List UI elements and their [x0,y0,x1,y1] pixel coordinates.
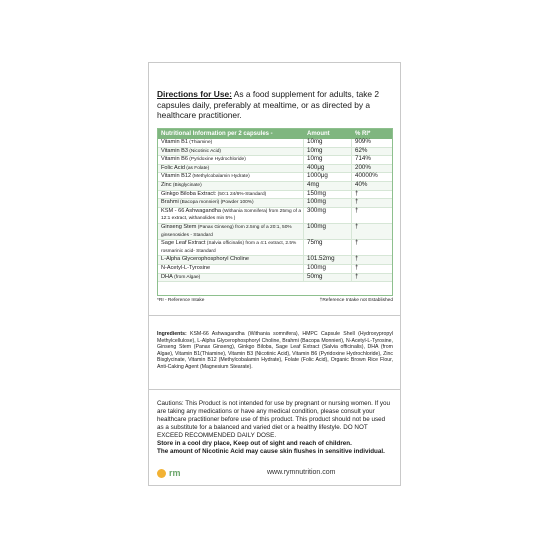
divider [149,315,400,316]
table-row [158,240,392,256]
supplement-label-panel [148,62,401,486]
nutrient-amount: 10mg [304,156,352,164]
storage-text: Store in a cool dry place, Keep out of sight and reach of children. [157,440,352,447]
nutrition-rows [158,139,392,282]
cautions-text: Cautions: This Product is not intended for use by pregnant or nursing women. If you are taking any medications or have any medical condition, please consult your healthcare practitioner before use of this product. This product should not be used as a substitute for a balanced and varied diet or a healthy lifestyle. DO NOT EXCEED RECOMMENDED DAILY DOSE. [157,400,391,439]
nutrient-ri: † [355,272,359,280]
nutrient-ri: † [355,222,359,230]
nutrient-detail: (as Folate) [184,165,210,171]
nutrient-ri: † [355,198,359,206]
nutrient-name [158,165,304,173]
nutrient-amount: 101.52mg [304,256,352,264]
nutrient-name [158,240,304,255]
nutrient-amount: 4mg [304,182,352,190]
nutrient-name [158,156,304,164]
nutrient-detail: (Salvia officinalis) from a 4:1 extract, 2.5% rosmarinic acid- Standard [161,241,297,254]
nutrient-label: Zinc [161,181,172,188]
table-row [158,224,392,240]
nutrient-name [158,173,304,181]
nutrient-label: Ginkgo Biloba Extract: [161,190,217,197]
brand-logo [157,468,181,478]
directions-section [157,89,395,121]
nutrient-label: Ginseng Stem [161,223,197,230]
sun-logo-icon [157,469,166,478]
nutrient-label: Vitamin B1 [161,139,188,145]
nutrient-detail: (Bisglycinate) [171,182,202,188]
note-ri: *RI - Reference Intake [157,298,205,303]
nutrient-detail: (from Algae) [172,274,201,280]
nutrient-ri: 200% [355,163,371,171]
nutrient-detail: (Methylcobalamin Hydrate) [191,174,250,180]
nutrition-table [157,128,393,296]
note-not-established: †Reference Intake not Established [319,298,393,303]
header-amount: Amount [307,131,330,137]
nutrient-ri: 40000% [355,172,378,180]
nutrient-name [158,265,304,273]
nutrient-detail: (Withania Somnifera) from 25mg of a 12:1 extract, withanolides min 5% ) [161,208,301,222]
nutrient-ri: 714% [355,155,371,163]
nutrient-detail: (Panax Ginseng) from 2.5mg of a 20:1, 50% ginsenosides - Standard [161,224,292,238]
table-row [158,208,392,224]
nicotinic-warning: The amount of Nicotinic Acid may cause skin flushes in sensitive individual. [157,448,385,455]
nutrient-name [158,139,304,147]
nutrient-label: Folic Acid [161,164,185,171]
nutrient-detail: (Bacopa monnieri) (Powder 100%) [178,200,254,206]
nutrient-name [158,224,304,239]
directions-heading: Directions for Use: [157,89,232,99]
nutrient-amount: 1000μg [304,173,352,181]
nutrient-ri: 40% [355,180,368,188]
nutrient-ri: 909% [355,138,371,145]
nutrient-label: DHA [161,273,173,280]
nutrient-name [158,148,304,156]
nutrient-label: L-Alpha Glycerophosphoryl Choline [161,256,249,263]
ingredients-text: KSM-66 Ashwagandha (Withania somnifera), HMPC Capsule Shell (Hydroxypropyl Methylcellulose), L-Alpha Glycerophosphoryl Choline, Brahmi (Bacopa Monnieri), N-Acetyl-L-Tyrosine, Ginseng Stem (Panax Ginseng), Ginkgo Biloba, Sage Leaf Extract (Salvia officinalis), DHA (from Algae), Vitamin B1(Thiamine), Vitamin B3 (Nicotinic Acid), Vitamin B6 (Pyridoxine Hydrochloride), Zinc Bisglycinate, Vitamin B12 (Methylcobalamin Hydrate), Folate (Folic Acid), Organic Brown Rice Flour, Anti-Caking Agent (Magnesium Stearate). [157,331,393,370]
nutrient-amount: 50mg [304,274,352,282]
nutrient-label: Vitamin B6 [161,156,188,163]
nutrient-name [158,208,304,223]
nutrient-name [158,182,304,190]
nutrient-ri: † [355,255,359,263]
directions-text: As a food supplement for adults, take 2 capsules daily, preferably at mealtime, or as directed by a healthcare practitioner. [157,89,380,121]
nutrient-amount: 100mg [304,265,352,273]
nutrient-name [158,191,304,199]
nutrient-ri: † [355,239,359,247]
nutrient-amount: 100mg [304,199,352,207]
nutrient-ri: 62% [355,146,368,154]
nutrient-label: Vitamin B3 [161,147,188,154]
nutrient-amount: 10mg [304,148,352,156]
nutrient-name [158,256,304,264]
nutrient-amount: 400μg [304,165,352,173]
ingredients-label: Ingredients: [157,331,187,337]
divider [149,389,400,390]
cautions-section [157,400,393,456]
logo-text: rm [169,468,181,478]
nutrient-amount: 300mg [304,208,352,223]
ingredients-section [157,331,393,371]
nutrient-detail: (Nicotinic Acid) [187,148,222,154]
nutrient-name [158,274,304,282]
nutrient-name [158,199,304,207]
nutrient-detail: (Thiamine) [187,140,213,145]
nutrient-amount: 150mg [304,191,352,199]
table-row [158,274,392,283]
nutrient-label: KSM - 66 Ashwagandha [161,207,222,214]
nutrient-ri: † [355,263,359,271]
nutrient-ri: † [355,206,359,214]
nutrient-label: Sage Leaf Extract [161,240,206,247]
nutrient-label: Brahmi [161,199,179,206]
nutrient-ri: † [355,189,359,197]
nutrient-amount: 75mg [304,240,352,255]
header-ri: % RI* [355,131,371,137]
nutrient-detail: (Pyridoxine Hydrochloride) [187,157,246,163]
nutrient-label: Vitamin B12 [161,173,192,180]
header-nutrient: Nutritional Information per 2 capsules - [161,131,273,137]
nutrition-notes [157,298,393,303]
nutrient-label: N-Acetyl-L-Tyrosine [161,264,211,271]
website-url: www.rymnutrition.com [267,469,336,476]
nutrient-amount: 10mg [304,139,352,147]
nutrient-amount: 100mg [304,224,352,239]
nutrient-detail: (50:1 24/6%-Standard) [216,191,267,197]
